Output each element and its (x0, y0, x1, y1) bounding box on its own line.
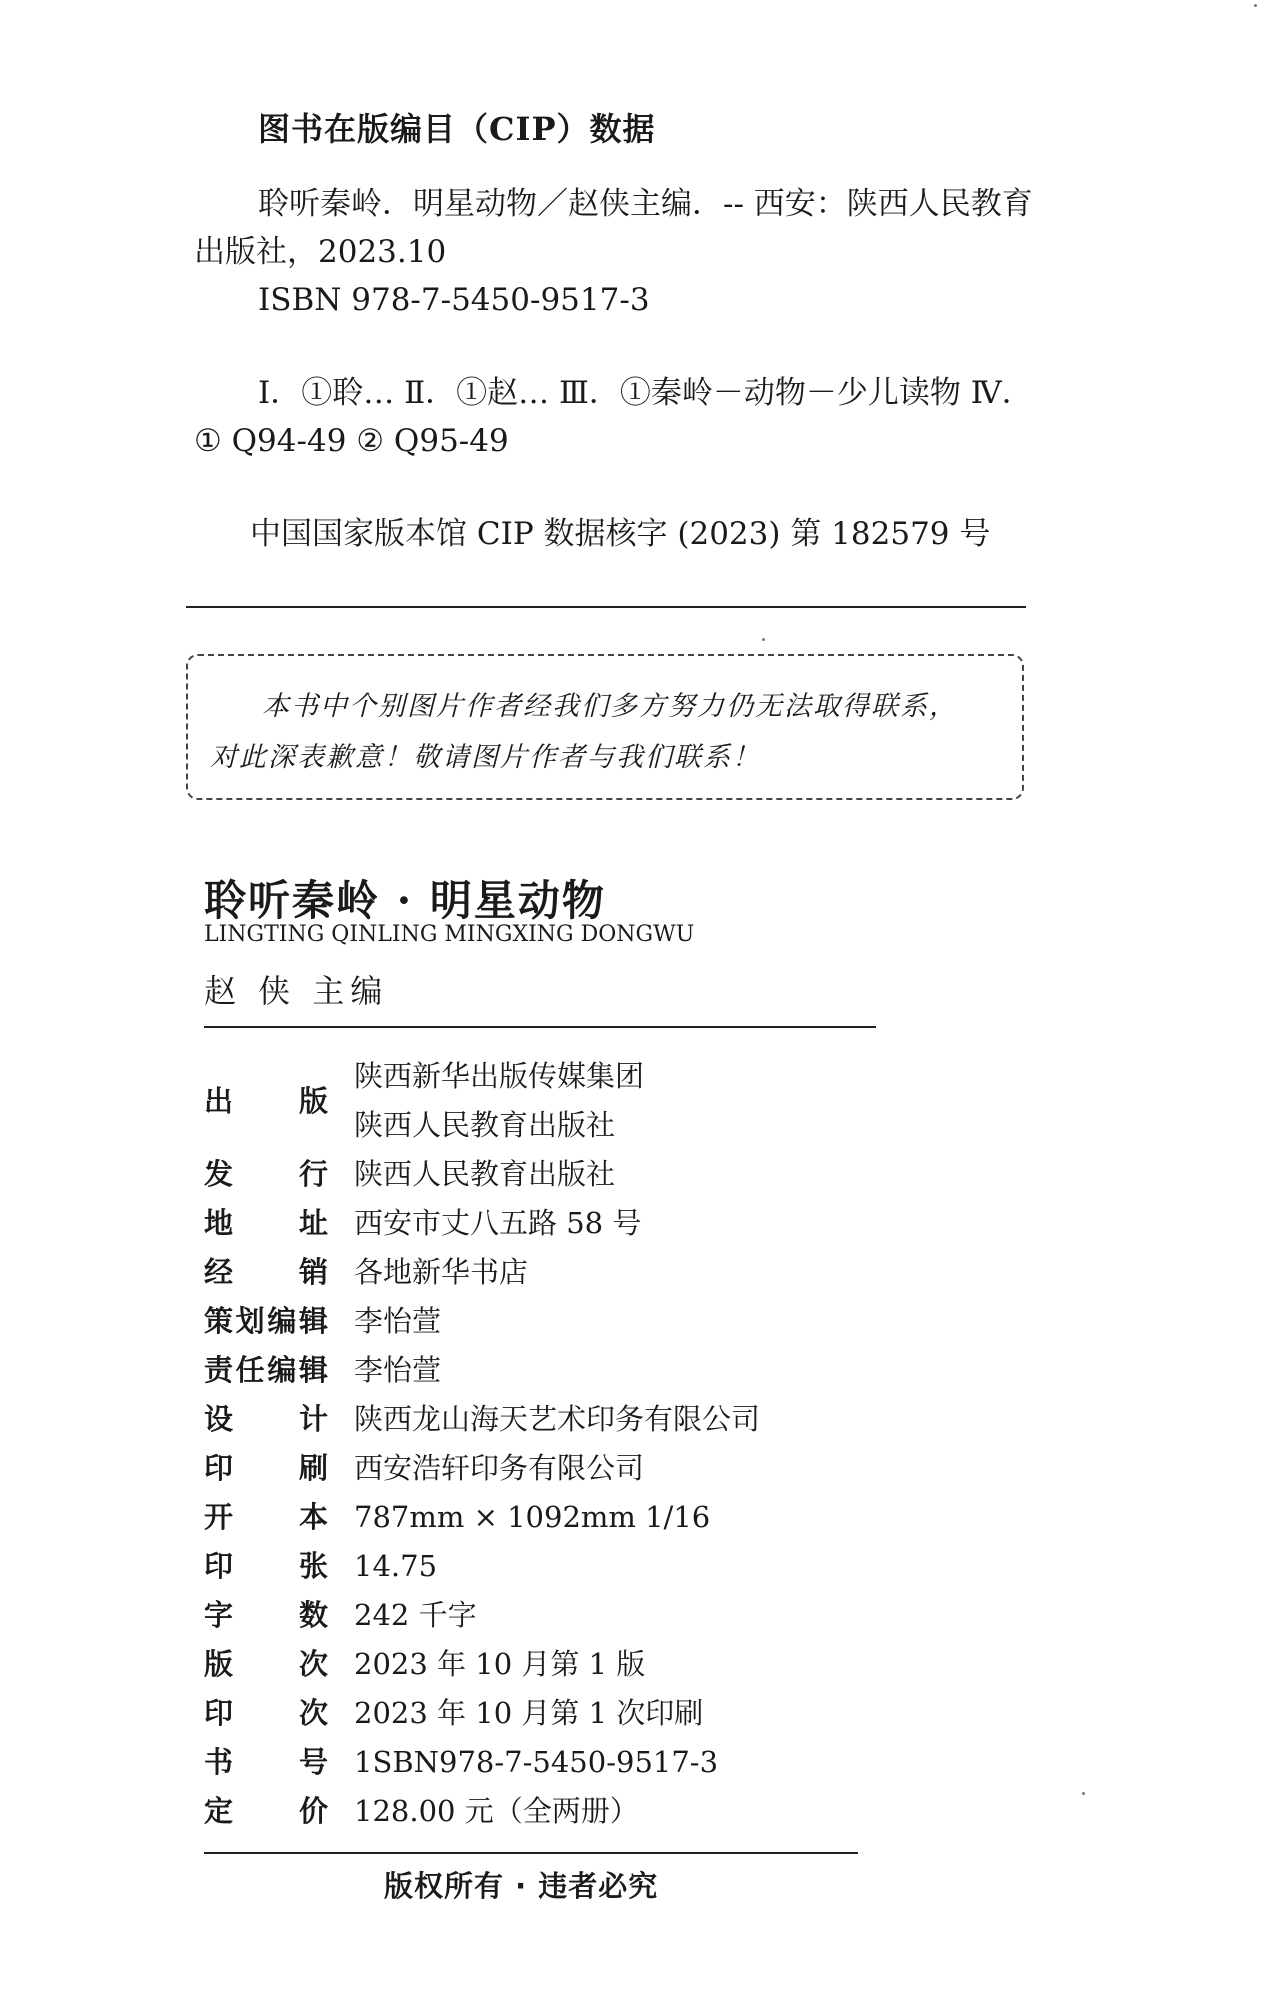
info-row (204, 1493, 884, 1542)
book-title: 聆听秦岭 · 明星动物 (204, 876, 606, 925)
info-label-char: 销 (298, 1255, 328, 1289)
info-label-char: 书 (204, 1745, 234, 1779)
info-label-char: 出 (204, 1084, 234, 1118)
info-label-char: 印 (204, 1451, 234, 1485)
info-row (204, 1542, 884, 1591)
cip-class-line-1: Ⅰ．①聆… Ⅱ．①赵… Ⅲ．①秦岭－动物－少儿读物 Ⅳ． (258, 375, 1033, 411)
info-label (204, 1542, 328, 1591)
cip-record-line: 中国国家版本馆 CIP 数据核字 (2023) 第 182579 号 (250, 516, 991, 552)
info-label-char: 经 (204, 1255, 234, 1289)
info-row (204, 1640, 884, 1689)
info-label-char: 版 (298, 1084, 328, 1118)
info-values (354, 1689, 703, 1738)
cip-heading: 图书在版编目（CIP）数据 (258, 110, 656, 148)
info-label-char: 本 (298, 1500, 328, 1534)
cip-divider (186, 606, 1026, 608)
info-label-char: 设 (204, 1402, 234, 1436)
info-value: 2023 年 10 月第 1 次印刷 (354, 1696, 704, 1730)
info-label (204, 1738, 328, 1787)
info-label (204, 1052, 328, 1150)
info-row (204, 1297, 884, 1346)
info-values (354, 1052, 644, 1150)
info-label-char: 任 (235, 1353, 265, 1387)
info-divider (204, 1852, 858, 1854)
cip-title-line: 聆听秦岭．明星动物／赵侠主编．-- 西安：陕西人民教育 (258, 186, 1033, 222)
info-values (354, 1787, 639, 1836)
cip-class-line-2: ① Q94-49 ② Q95-49 (194, 423, 509, 459)
info-values (354, 1640, 645, 1689)
cip-isbn-line: ISBN 978-7-5450-9517-3 (258, 282, 650, 318)
info-label (204, 1346, 328, 1395)
info-value: 128.00 元（全两册） (354, 1794, 639, 1828)
info-label-char: 印 (204, 1696, 234, 1730)
copyright-notice: 版权所有 · 违者必究 (384, 1869, 659, 1903)
info-label-char: 印 (204, 1549, 234, 1583)
info-label (204, 1591, 328, 1640)
info-values (354, 1493, 710, 1542)
info-value: 李怡萱 (354, 1304, 442, 1338)
info-value: 西安浩轩印务有限公司 (354, 1451, 645, 1485)
info-label-char: 张 (298, 1549, 328, 1583)
info-label-char: 次 (298, 1696, 328, 1730)
info-label-char: 址 (298, 1206, 328, 1240)
notice-box (186, 654, 1024, 800)
info-label-char: 发 (204, 1157, 234, 1191)
info-values (354, 1542, 437, 1591)
info-values (354, 1248, 528, 1297)
notice-line-2: 对此深表歉意！敬请图片作者与我们联系！ (210, 742, 761, 773)
info-values (354, 1738, 718, 1787)
info-value: 242 千字 (354, 1598, 477, 1632)
info-row (204, 1052, 884, 1150)
info-label (204, 1444, 328, 1493)
info-label-char: 行 (298, 1157, 328, 1191)
info-values (354, 1444, 644, 1493)
info-label (204, 1493, 328, 1542)
info-value: 陕西人民教育出版社 (354, 1108, 616, 1142)
info-value: 14.75 (354, 1549, 438, 1583)
info-label-char: 定 (204, 1794, 234, 1828)
info-label (204, 1689, 328, 1738)
info-values (354, 1346, 441, 1395)
info-row (204, 1444, 884, 1493)
info-label-char: 刷 (298, 1451, 328, 1485)
info-row (204, 1689, 884, 1738)
info-label (204, 1199, 328, 1248)
info-label-char: 编 (267, 1353, 297, 1387)
info-label (204, 1248, 328, 1297)
info-row (204, 1787, 884, 1836)
info-label (204, 1297, 328, 1346)
cip-publisher-line: 出版社，2023.10 (194, 234, 447, 270)
info-value: 1SBN978-7-5450-9517-3 (354, 1745, 719, 1779)
info-label-char: 版 (204, 1647, 234, 1681)
info-label (204, 1640, 328, 1689)
info-values (354, 1150, 615, 1199)
info-value: 陕西龙山海天艺术印务有限公司 (354, 1402, 761, 1436)
info-values (354, 1199, 641, 1248)
info-label (204, 1395, 328, 1444)
info-label-char: 辑 (298, 1304, 328, 1338)
info-value: 西安市丈八五路 58 号 (354, 1206, 642, 1240)
info-label-char: 次 (298, 1647, 328, 1681)
print-speck (1082, 1792, 1085, 1795)
info-value: 李怡萱 (354, 1353, 442, 1387)
info-values (354, 1297, 441, 1346)
info-label-char: 地 (204, 1206, 234, 1240)
info-label-char: 字 (204, 1598, 234, 1632)
info-row (204, 1395, 884, 1444)
notice-line-1: 本书中个别图片作者经我们多方努力仍无法取得联系， (262, 691, 958, 722)
info-label-char: 划 (235, 1304, 265, 1338)
info-label-char: 编 (267, 1304, 297, 1338)
info-label-char: 价 (298, 1794, 328, 1828)
info-label (204, 1787, 328, 1836)
publication-info-table (204, 1052, 884, 1836)
info-row (204, 1248, 884, 1297)
info-label-char: 数 (298, 1598, 328, 1632)
info-value: 2023 年 10 月第 1 版 (354, 1647, 646, 1681)
info-value: 陕西人民教育出版社 (354, 1157, 616, 1191)
info-values (354, 1591, 477, 1640)
info-label-char: 号 (298, 1745, 328, 1779)
title-divider (204, 1026, 876, 1028)
info-value: 787mm × 1092mm 1/16 (354, 1500, 711, 1534)
info-value: 各地新华书店 (354, 1255, 529, 1289)
info-value: 陕西新华出版传媒集团 (354, 1059, 645, 1093)
book-pinyin: LINGTING QINLING MINGXING DONGWU (204, 922, 695, 947)
info-label-char: 责 (204, 1353, 234, 1387)
info-label (204, 1150, 328, 1199)
info-label-char: 策 (204, 1304, 234, 1338)
print-speck (1254, 4, 1257, 7)
info-row (204, 1591, 884, 1640)
info-row (204, 1199, 884, 1248)
info-label-char: 开 (204, 1500, 234, 1534)
info-values (354, 1395, 760, 1444)
info-row (204, 1738, 884, 1787)
info-row (204, 1150, 884, 1199)
info-label-char: 计 (298, 1402, 328, 1436)
print-speck (762, 638, 765, 641)
info-row (204, 1346, 884, 1395)
book-editor: 赵 侠 主编 (204, 972, 389, 1010)
info-label-char: 辑 (298, 1353, 328, 1387)
